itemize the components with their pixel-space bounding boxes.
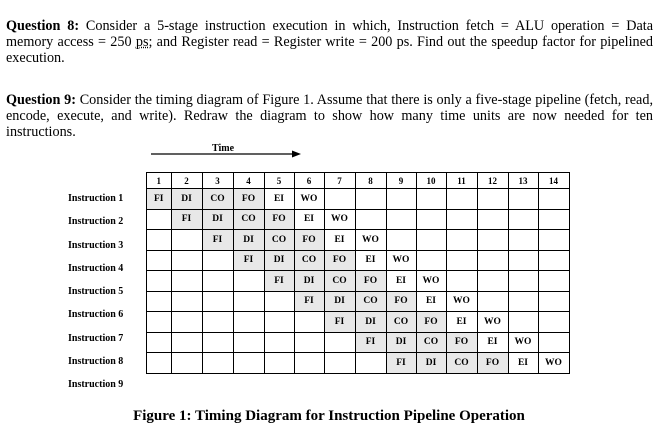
instruction-row — [147, 271, 570, 292]
time-column-header: 14 — [538, 173, 569, 189]
instruction-row — [147, 230, 570, 251]
stage-cell: DI — [324, 291, 355, 312]
stage-cell: CO — [355, 291, 386, 312]
empty-cell — [147, 209, 172, 230]
empty-cell — [171, 250, 202, 271]
stage-cell: EI — [508, 353, 538, 374]
stage-cell: WO — [538, 353, 569, 374]
empty-cell — [355, 209, 386, 230]
empty-cell — [386, 189, 416, 210]
stage-cell: EI — [386, 271, 416, 292]
row-labels — [68, 187, 123, 397]
empty-cell — [202, 291, 233, 312]
empty-cell — [416, 250, 446, 271]
stage-cell: WO — [324, 209, 355, 230]
empty-cell — [508, 189, 538, 210]
empty-cell — [386, 209, 416, 230]
stage-cell: FO — [477, 353, 508, 374]
time-column-header: 5 — [264, 173, 294, 189]
empty-cell — [538, 250, 569, 271]
stage-cell: WO — [355, 230, 386, 251]
empty-cell — [233, 271, 264, 292]
time-column-header: 12 — [477, 173, 508, 189]
time-column-header: 11 — [446, 173, 477, 189]
stage-cell: DI — [294, 271, 324, 292]
empty-cell — [147, 332, 172, 353]
empty-cell — [446, 189, 477, 210]
stage-cell: FO — [416, 312, 446, 333]
stage-cell: WO — [446, 291, 477, 312]
stage-cell: CO — [294, 250, 324, 271]
empty-cell — [508, 209, 538, 230]
stage-cell: CO — [264, 230, 294, 251]
question-9 — [6, 92, 653, 140]
stage-cell: DI — [264, 250, 294, 271]
stage-cell: WO — [416, 271, 446, 292]
stage-cell: FI — [355, 332, 386, 353]
stage-cell: FO — [386, 291, 416, 312]
empty-cell — [202, 271, 233, 292]
empty-cell — [202, 353, 233, 374]
question-8 — [6, 18, 653, 66]
empty-cell — [508, 271, 538, 292]
stage-cell: FI — [264, 271, 294, 292]
empty-cell — [446, 230, 477, 251]
time-column-header: 10 — [416, 173, 446, 189]
stage-cell: WO — [386, 250, 416, 271]
instruction-row — [147, 332, 570, 353]
stage-cell: FI — [233, 250, 264, 271]
instruction-row — [147, 250, 570, 271]
empty-cell — [538, 312, 569, 333]
empty-cell — [264, 332, 294, 353]
instruction-label: Instruction 9 — [68, 379, 124, 391]
empty-cell — [202, 250, 233, 271]
stage-cell: EI — [294, 209, 324, 230]
stage-cell: CO — [446, 353, 477, 374]
stage-cell: FO — [355, 271, 386, 292]
empty-cell — [477, 250, 508, 271]
empty-cell — [294, 312, 324, 333]
empty-cell — [538, 189, 569, 210]
time-column-header: 1 — [147, 173, 172, 189]
stage-cell: FO — [324, 250, 355, 271]
empty-cell — [171, 230, 202, 251]
empty-cell — [477, 209, 508, 230]
instruction-label: Instruction 1 — [68, 193, 124, 204]
empty-cell — [446, 271, 477, 292]
question-9-label: Question 9: — [6, 92, 76, 109]
empty-cell — [147, 250, 172, 271]
time-column-header: 7 — [324, 173, 355, 189]
instruction-label: Instruction 7 — [68, 332, 124, 344]
stage-cell: FI — [147, 189, 172, 210]
stage-cell: DI — [386, 332, 416, 353]
stage-cell: DI — [202, 209, 233, 230]
stage-cell: FO — [446, 332, 477, 353]
stage-cell: DI — [233, 230, 264, 251]
empty-cell — [477, 189, 508, 210]
stage-cell: EI — [416, 291, 446, 312]
question-8-text-b: ; and Register read = Register write = 200 ps. Find out the speedup factor for pipelined execution. — [6, 34, 654, 67]
time-column-header: 6 — [294, 173, 324, 189]
empty-cell — [147, 353, 172, 374]
empty-cell — [264, 291, 294, 312]
empty-cell — [416, 189, 446, 210]
empty-cell — [355, 353, 386, 374]
instruction-label: Instruction 3 — [68, 239, 124, 251]
stage-cell: EI — [355, 250, 386, 271]
empty-cell — [416, 230, 446, 251]
instruction-row — [147, 209, 570, 230]
empty-cell — [538, 209, 569, 230]
instruction-label: Instruction 6 — [68, 309, 124, 321]
stage-cell: FI — [171, 209, 202, 230]
question-8-ps: ps — [135, 34, 149, 51]
empty-cell — [477, 271, 508, 292]
empty-cell — [508, 250, 538, 271]
empty-cell — [538, 332, 569, 353]
stage-cell: EI — [477, 332, 508, 353]
empty-cell — [416, 209, 446, 230]
instruction-row — [147, 189, 570, 210]
empty-cell — [386, 230, 416, 251]
empty-cell — [477, 230, 508, 251]
time-column-header: 3 — [202, 173, 233, 189]
stage-cell: FO — [233, 189, 264, 210]
empty-cell — [147, 312, 172, 333]
empty-cell — [171, 312, 202, 333]
stage-cell: CO — [386, 312, 416, 333]
stage-cell: DI — [416, 353, 446, 374]
stage-cell: DI — [171, 189, 202, 210]
stage-cell: CO — [202, 189, 233, 210]
stage-cell: CO — [233, 209, 264, 230]
question-8-label: Question 8: — [6, 18, 80, 35]
empty-cell — [538, 230, 569, 251]
empty-cell — [264, 353, 294, 374]
empty-cell — [508, 312, 538, 333]
stage-cell: WO — [294, 189, 324, 210]
stage-cell: FO — [264, 209, 294, 230]
empty-cell — [233, 353, 264, 374]
empty-cell — [324, 353, 355, 374]
instruction-row — [147, 291, 570, 312]
instruction-label: Instruction 4 — [68, 262, 124, 274]
time-column-header: 8 — [355, 173, 386, 189]
empty-cell — [294, 332, 324, 353]
empty-cell — [538, 271, 569, 292]
empty-cell — [202, 332, 233, 353]
empty-cell — [147, 291, 172, 312]
empty-cell — [446, 250, 477, 271]
empty-cell — [355, 189, 386, 210]
empty-cell — [202, 312, 233, 333]
empty-cell — [171, 332, 202, 353]
stage-cell: EI — [324, 230, 355, 251]
time-column-header: 13 — [508, 173, 538, 189]
empty-cell — [171, 291, 202, 312]
empty-cell — [233, 291, 264, 312]
empty-cell — [171, 353, 202, 374]
stage-cell: WO — [508, 332, 538, 353]
empty-cell — [233, 312, 264, 333]
figure-caption: Figure 1: Timing Diagram for Instruction Pipeline Operation — [133, 408, 525, 424]
empty-cell — [508, 230, 538, 251]
instruction-label: Instruction 2 — [68, 216, 124, 228]
grid-header-row — [147, 173, 570, 189]
time-column-header: 9 — [386, 173, 416, 189]
time-arrow-icon — [151, 149, 303, 159]
instruction-label: Instruction 8 — [68, 356, 124, 368]
empty-cell — [264, 312, 294, 333]
stage-cell: FI — [294, 291, 324, 312]
empty-cell — [233, 332, 264, 353]
pipeline-grid — [146, 172, 570, 374]
empty-cell — [324, 189, 355, 210]
stage-cell: EI — [264, 189, 294, 210]
stage-cell: EI — [446, 312, 477, 333]
time-axis-label: Time — [212, 143, 235, 154]
instruction-label: Instruction 5 — [68, 286, 124, 298]
time-column-header: 2 — [171, 173, 202, 189]
instruction-row — [147, 312, 570, 333]
empty-cell — [294, 353, 324, 374]
stage-cell: CO — [324, 271, 355, 292]
instruction-row — [147, 353, 570, 374]
stage-cell: FO — [294, 230, 324, 251]
stage-cell: FI — [324, 312, 355, 333]
empty-cell — [147, 230, 172, 251]
time-column-header: 4 — [233, 173, 264, 189]
empty-cell — [446, 209, 477, 230]
question-8-text-a: Consider a 5-stage instruction execution in which, Instruction fetch = ALU operation = Data memory access = 250 — [6, 18, 653, 51]
empty-cell — [324, 332, 355, 353]
question-9-text: Consider the timing diagram of Figure 1. Assume that there is only a five-stage pipeline (fetch, read, encode, execute, and write). Redraw the diagram to show how many time units are now needed for ten instructions. — [6, 92, 653, 141]
empty-cell — [171, 271, 202, 292]
stage-cell: FI — [202, 230, 233, 251]
empty-cell — [508, 291, 538, 312]
stage-cell: WO — [477, 312, 508, 333]
stage-cell: DI — [355, 312, 386, 333]
empty-cell — [477, 291, 508, 312]
empty-cell — [538, 291, 569, 312]
stage-cell: FI — [386, 353, 416, 374]
empty-cell — [147, 271, 172, 292]
stage-cell: CO — [416, 332, 446, 353]
